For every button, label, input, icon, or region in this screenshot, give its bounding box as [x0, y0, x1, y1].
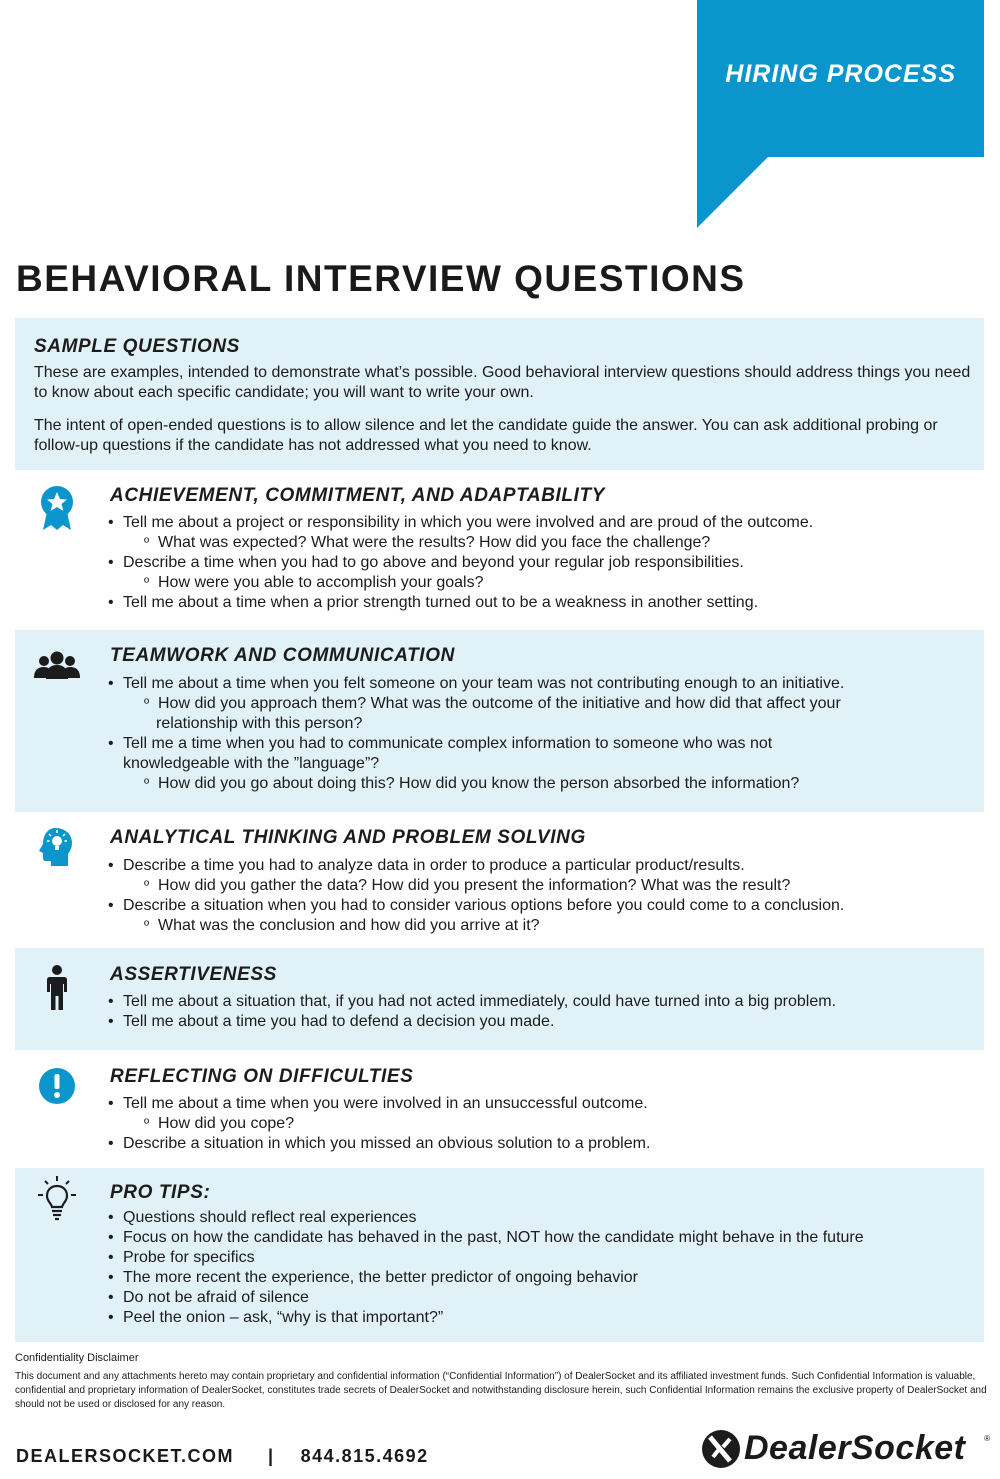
section-achievement — [15, 470, 984, 630]
follow-up-item: º What was expected? What were the results? How did you face the challenge? — [106, 533, 980, 553]
follow-up-item: º How did you go about doing this? How did you know the person absorbed the information? — [106, 774, 980, 794]
intro-paragraph-2: The intent of open-ended questions is to allow silence and let the candidate guide the answer. You can ask additional probing or follow-up questions if the candidate has not addressed what you need to know. — [34, 417, 938, 454]
sample-questions-panel — [15, 318, 984, 470]
banner-tail — [697, 156, 769, 228]
tips-list — [106, 1208, 980, 1328]
head-lightbulb-icon — [33, 824, 81, 872]
question-item: • Tell me about a time when a prior strength turned out to be a weakness in another setting. — [106, 593, 980, 613]
footer-separator: | — [268, 1446, 275, 1466]
follow-up-item: º How did you cope? — [106, 1114, 980, 1134]
tip-item: • Questions should reflect real experiences — [106, 1208, 980, 1228]
section-heading: PRO TIPS: — [110, 1182, 211, 1203]
question-item: • Tell me about a project or responsibility in which you were involved and are proud of the outcome. — [106, 513, 980, 533]
sample-questions-heading: SAMPLE QUESTIONS — [34, 336, 240, 357]
lightbulb-icon — [33, 1174, 81, 1222]
section-heading: TEAMWORK AND COMMUNICATION — [110, 645, 455, 666]
question-list — [106, 856, 980, 936]
question-item: • Tell me about a situation that, if you had not acted immediately, could have turned into a big problem. — [106, 992, 980, 1012]
question-item: • Describe a time when you had to go above and beyond your regular job responsibilities. — [106, 553, 980, 573]
follow-up-item: º How did you gather the data? How did you present the information? What was the result? — [106, 876, 980, 896]
question-item: • Tell me about a time when you felt someone on your team was not contributing enough to an initiative. — [106, 674, 980, 694]
section-pro-tips — [15, 1168, 984, 1342]
question-item: • Tell me a time when you had to communicate complex information to someone who was not — [106, 734, 980, 754]
exclamation-circle-icon — [33, 1062, 81, 1110]
team-icon — [33, 644, 81, 692]
section-reflecting — [15, 1050, 984, 1168]
tip-item: • Probe for specifics — [106, 1248, 980, 1268]
question-item-continued: knowledgeable with the ”language”? — [123, 755, 380, 772]
disclaimer-title: Confidentiality Disclaimer — [15, 1352, 139, 1364]
dealersocket-logo — [700, 1424, 990, 1474]
follow-up-item-continued: relationship with this person? — [156, 715, 363, 732]
tip-item: • Focus on how the candidate has behaved in the past, NOT how the candidate might behave in the future — [106, 1228, 980, 1248]
question-item: • Describe a situation in which you missed an obvious solution to a problem. — [106, 1134, 980, 1154]
tip-item: • The more recent the experience, the better predictor of ongoing behavior — [106, 1268, 980, 1288]
section-analytical — [15, 812, 984, 948]
question-item: • Tell me about a time when you were involved in an unsuccessful outcome. — [106, 1094, 980, 1114]
question-item: • Tell me about a time you had to defend a decision you made. — [106, 1012, 980, 1032]
disclaimer-text: This document and any attachments hereto may contain proprietary and confidential information (“Confidential Information”) of DealerSocket and its affiliated investment funds. Such Confidential Information is valuable, confidential and proprietary information of DealerSocket, constitutes trade secrets of DealerSocket and notwithstanding disclosure herein, such Confidential Information remains the exclusive property of DealerSocket and should not be used or disclosed for any reason. — [15, 1371, 987, 1410]
question-item: • Describe a situation when you had to consider various options before you could come to a conclusion. — [106, 896, 980, 916]
website-link[interactable]: DEALERSOCKET.COM — [16, 1446, 235, 1466]
hiring-process-banner — [697, 0, 984, 157]
banner-label: HIRING PROCESS — [725, 60, 956, 88]
follow-up-item: º How were you able to accomplish your goals? — [106, 573, 980, 593]
brand-name: DealerSocket — [744, 1429, 966, 1467]
question-item: • Describe a time you had to analyze data in order to produce a particular product/results. — [106, 856, 980, 876]
section-teamwork — [15, 630, 984, 812]
follow-up-item: º What was the conclusion and how did you arrive at it? — [106, 916, 980, 936]
award-ribbon-icon — [33, 484, 81, 532]
phone-number: 844.815.4692 — [300, 1446, 429, 1466]
question-list — [106, 674, 980, 794]
person-standing-icon — [33, 964, 81, 1012]
registered-mark: ® — [984, 1434, 990, 1443]
section-heading: ANALYTICAL THINKING AND PROBLEM SOLVING — [110, 827, 586, 848]
question-list — [106, 513, 980, 613]
section-heading: ACHIEVEMENT, COMMITMENT, AND ADAPTABILITY — [110, 485, 605, 506]
intro-paragraph-1: These are examples, intended to demonstrate what’s possible. Good behavioral interview questions should address things you need to know about each specific candidate; you will want to write your own. — [34, 364, 971, 401]
tip-item: • Do not be afraid of silence — [106, 1288, 980, 1308]
section-heading: REFLECTING ON DIFFICULTIES — [110, 1066, 414, 1087]
section-assertiveness — [15, 948, 984, 1050]
follow-up-item: º How did you approach them? What was the outcome of the initiative and how did that affect your — [106, 694, 980, 714]
section-heading: ASSERTIVENESS — [110, 964, 277, 985]
question-list — [106, 1094, 980, 1154]
footer-contact — [16, 1446, 429, 1467]
tip-item: • Peel the onion – ask, “why is that important?” — [106, 1308, 980, 1328]
socket-logo-icon — [700, 1427, 742, 1471]
question-list — [106, 992, 980, 1032]
page-title: BEHAVIORAL INTERVIEW QUESTIONS — [16, 258, 746, 299]
